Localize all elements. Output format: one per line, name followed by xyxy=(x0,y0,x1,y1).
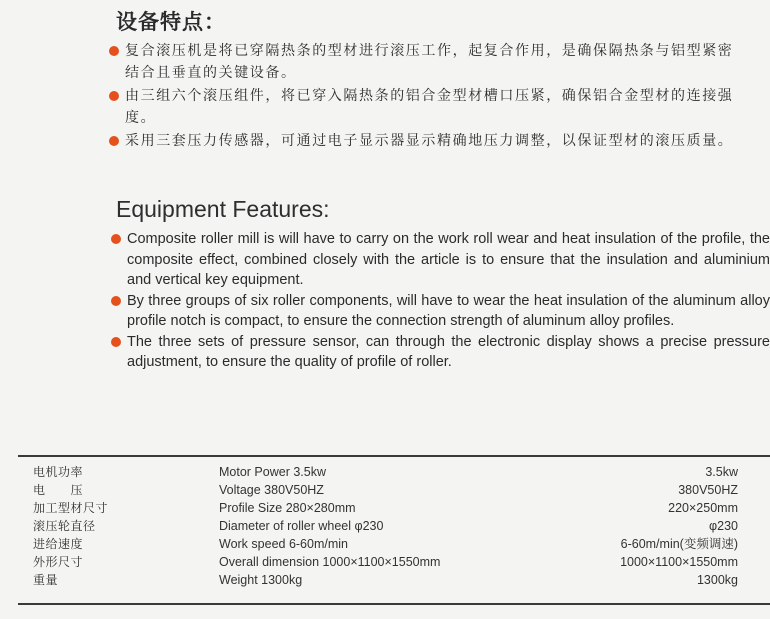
spec-row xyxy=(0,463,770,481)
spec-row xyxy=(0,517,770,535)
divider-top xyxy=(18,455,770,457)
bullet-dot-icon xyxy=(109,91,119,101)
spec-row xyxy=(0,499,770,517)
spec-value: 1000×1100×1550mm xyxy=(620,555,738,569)
spec-label-en: Motor Power 3.5kw xyxy=(219,465,326,479)
en-feature-list xyxy=(110,229,770,373)
spec-value: 3.5kw xyxy=(705,465,738,479)
bullet-dot-icon xyxy=(111,296,121,306)
en-feature-text: Composite roller mill is will have to carry on the work roll wear and heat insulation of the profile, the composite effect, combined closely with the article is to ensure that the insulation and aluminium and vertical key equipment. xyxy=(127,231,770,288)
bullet-dot-icon xyxy=(109,46,119,56)
spec-label-en: Diameter of roller wheel φ230 xyxy=(219,519,384,533)
spec-value: φ230 xyxy=(709,519,738,533)
spec-label-en: Work speed 6-60m/min xyxy=(219,537,348,551)
en-feature-text: The three sets of pressure sensor, can through the electronic display shows a precise pressure adjustment, to ensure the quality of profile of roller. xyxy=(127,333,770,370)
en-feature-text: By three groups of six roller components, will have to wear the heat insulation of the aluminum alloy profile notch is compact, to ensure the connection strength of aluminum alloy profiles. xyxy=(127,292,770,329)
spec-row xyxy=(0,553,770,571)
spec-label-en: Overall dimension 1000×1100×1550mm xyxy=(219,555,441,569)
spec-label-zh: 外形尺寸 xyxy=(33,555,84,569)
spec-row xyxy=(0,535,770,553)
spec-label-zh: 进给速度 xyxy=(33,537,84,551)
spec-label-zh: 加工型材尺寸 xyxy=(33,501,109,515)
en-feature-item xyxy=(110,229,770,291)
bullet-dot-icon xyxy=(111,337,121,347)
zh-feature-item xyxy=(108,85,748,129)
spec-value: 220×250mm xyxy=(668,501,738,515)
spec-label-zh: 重量 xyxy=(33,573,59,587)
en-section-title: Equipment Features: xyxy=(116,196,330,222)
spec-label-zh: 滚压轮直径 xyxy=(33,519,96,533)
zh-feature-item xyxy=(108,40,748,84)
zh-feature-text: 采用三套压力传感器，可通过电子显示器显示精确地压力调整，以保证型材的滚压质量。 xyxy=(125,133,734,149)
zh-feature-text: 由三组六个滚压组件，将已穿入隔热条的铝合金型材槽口压紧，确保铝合金型材的连接强度。 xyxy=(125,88,734,126)
spec-value: 1300kg xyxy=(696,573,738,587)
divider-bottom xyxy=(18,603,770,605)
spec-row xyxy=(0,481,770,499)
spec-label-en: Voltage 380V50HZ xyxy=(219,483,324,497)
spec-value: 380V50HZ xyxy=(678,483,738,497)
zh-feature-list xyxy=(108,40,748,153)
bullet-dot-icon xyxy=(111,234,121,244)
spec-label-zh: 电机功率 xyxy=(33,465,84,479)
spec-table xyxy=(0,463,770,589)
zh-feature-text: 复合滚压机是将已穿隔热条的型材进行滚压工作，起复合作用，是确保隔热条与铝型紧密结合且垂直的关键设备。 xyxy=(125,43,734,81)
zh-feature-item xyxy=(108,130,748,152)
en-feature-item xyxy=(110,291,770,332)
spec-label-zh: 电 压 xyxy=(33,483,84,497)
spec-value: 6-60m/min(变频调速) xyxy=(620,537,738,551)
spec-label-en: Weight 1300kg xyxy=(219,573,303,587)
spec-row xyxy=(0,571,770,589)
zh-section-title: 设备特点： xyxy=(116,10,226,34)
spec-label-en: Profile Size 280×280mm xyxy=(219,501,356,515)
en-feature-item xyxy=(110,332,770,373)
bullet-dot-icon xyxy=(109,136,119,146)
